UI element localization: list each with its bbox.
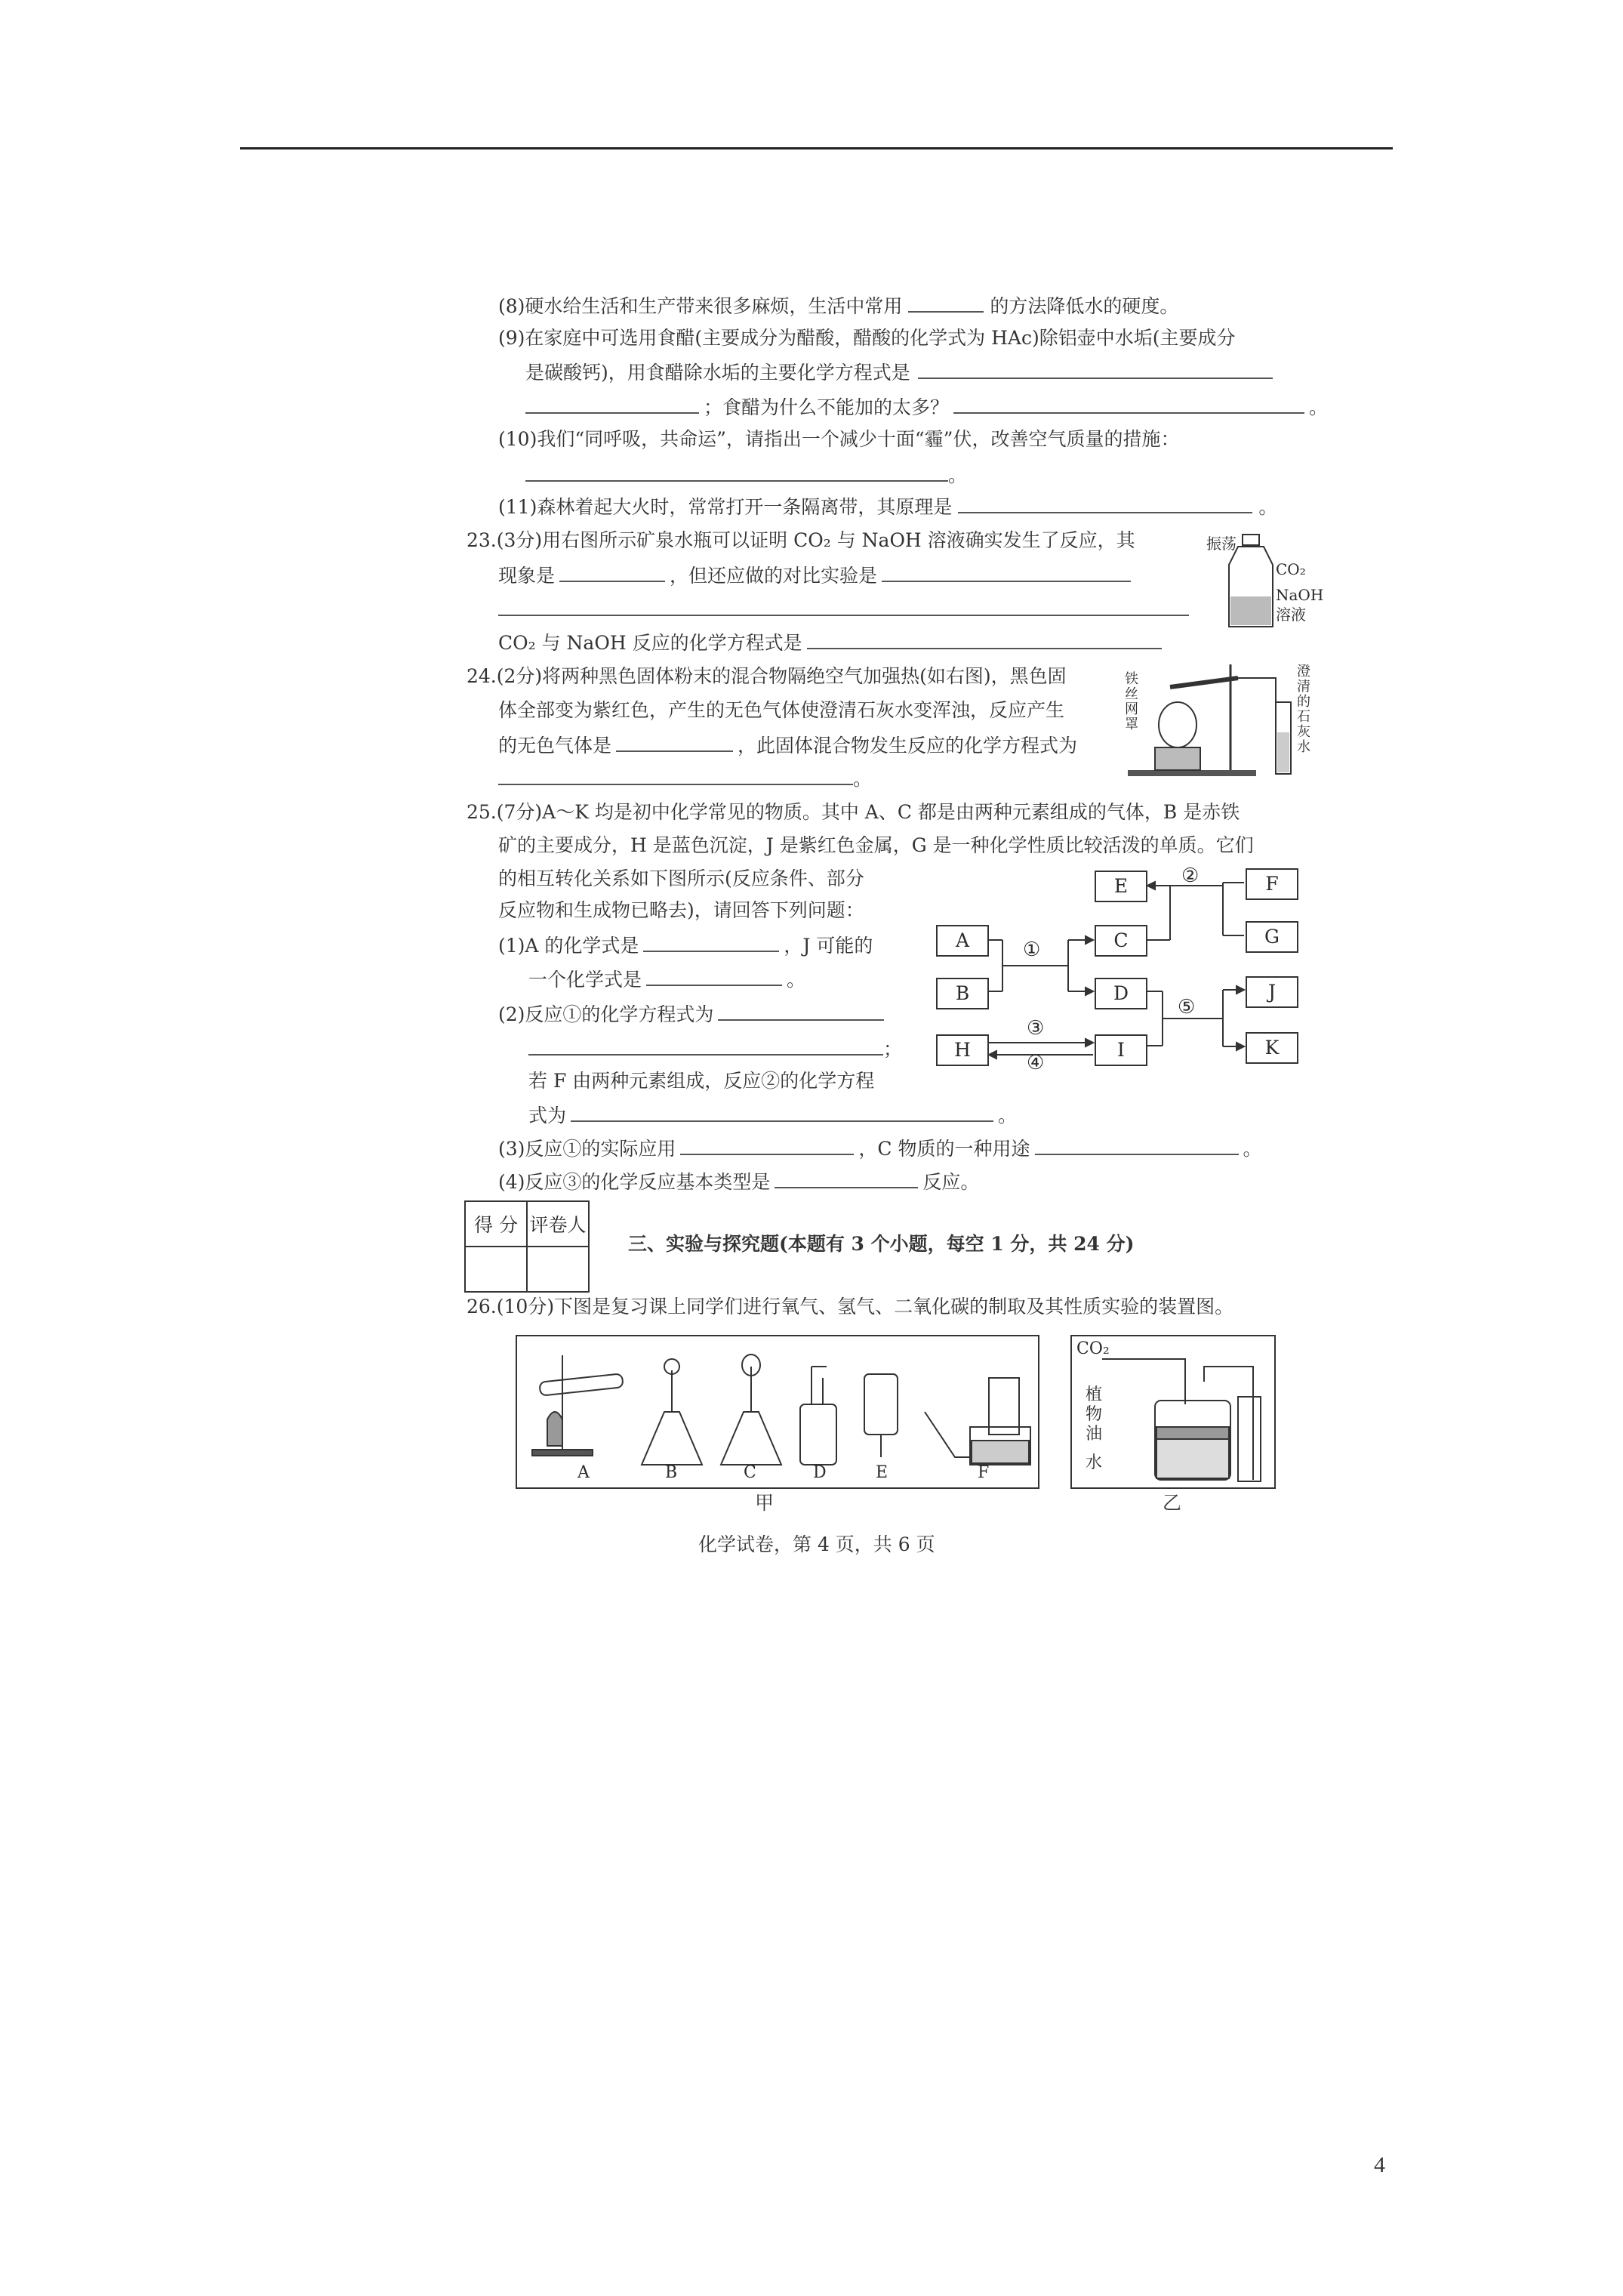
q25-sub2-blank: ； bbox=[528, 1036, 902, 1062]
figure-jia-caption: 甲 bbox=[755, 1492, 775, 1514]
q25-line1: 25.(7分)A～K 均是初中化学常见的物质。其中 A、C 都是由两种元素组成的气体，B 是赤铁 bbox=[467, 801, 1240, 823]
node-f: F bbox=[1246, 868, 1298, 900]
water-label: 水 bbox=[1086, 1453, 1103, 1472]
q25-sub1: (1)A 的化学式是 ，J 可能的 bbox=[498, 932, 873, 958]
marker-5: ⑤ bbox=[1178, 996, 1196, 1019]
q26-figure-yi bbox=[1070, 1335, 1276, 1489]
q22-item9-line1: (9)在家庭中可选用食醋(主要成分为醋酸，醋酸的化学式为 HAc)除铝壶中水垢(主要成分 bbox=[498, 327, 1236, 349]
q24-line4: 。 bbox=[498, 766, 872, 791]
apparatus-d-label: D bbox=[813, 1463, 827, 1482]
q22-item9-line2: 是碳酸钙)，用食醋除水垢的主要化学方程式是 bbox=[525, 359, 1273, 385]
q22-item8: (8)硬水给生活和生产带来很多麻烦，生活中常用 的方法降低水的硬度。 bbox=[498, 293, 1178, 319]
page-footer: 化学试卷，第 4 页，共 6 页 bbox=[698, 1533, 935, 1555]
grader-cell bbox=[527, 1247, 589, 1292]
q25-line3: 的相互转化关系如下图所示(反应条件、部分 bbox=[498, 868, 864, 889]
node-k: K bbox=[1246, 1032, 1298, 1064]
node-d: D bbox=[1095, 978, 1147, 1009]
apparatus-f-label: F bbox=[978, 1463, 990, 1482]
q23-bottle-figure bbox=[1206, 521, 1324, 634]
apparatus-e-label: E bbox=[876, 1463, 888, 1482]
node-e: E bbox=[1095, 871, 1147, 902]
node-a: A bbox=[936, 925, 989, 957]
q25-sub1-second: 一个化学式是 。 bbox=[528, 966, 805, 992]
q23-line2: 现象是 ，但还应做的对比实验是 bbox=[498, 562, 1131, 588]
q24-heating-apparatus-figure bbox=[1125, 657, 1313, 781]
q25-line2: 矿的主要成分，H 是蓝色沉淀，J 是紫红色金属，G 是一种化学性质比较活泼的单质。它们 bbox=[498, 834, 1254, 856]
q23-line4: CO₂ 与 NaOH 反应的化学方程式是 bbox=[498, 630, 1162, 655]
oil-label-3: 油 bbox=[1086, 1425, 1103, 1444]
q24-line2: 体全部变为紫红色，产生的无色气体使澄清石灰水变浑浊，反应产生 bbox=[498, 699, 1065, 721]
marker-1: ① bbox=[1023, 938, 1041, 961]
gauze-label: 铁丝网罩 bbox=[1125, 671, 1138, 732]
q25-flow-chart bbox=[936, 864, 1329, 1074]
q25-sub4: (4)反应③的化学反应基本类型是 反应。 bbox=[498, 1169, 979, 1194]
score-header: 得 分 bbox=[465, 1201, 527, 1247]
marker-3: ③ bbox=[1027, 1017, 1045, 1040]
q25-sub2-f: 若 F 由两种元素组成，反应②的化学方程 bbox=[528, 1070, 875, 1092]
q25-sub2: (2)反应①的化学方程式为 bbox=[498, 1001, 884, 1027]
apparatus-c-label: C bbox=[744, 1463, 756, 1482]
header-rule bbox=[240, 147, 1393, 149]
node-h: H bbox=[936, 1034, 989, 1066]
node-i: I bbox=[1095, 1034, 1147, 1066]
shake-label: 振荡 bbox=[1206, 535, 1236, 553]
q23-line3 bbox=[498, 596, 1189, 622]
q23-line1: 23.(3分)用右图所示矿泉水瓶可以证明 CO₂ 与 NaOH 溶液确实发生了反应，其 bbox=[467, 529, 1135, 551]
limewater-label: 澄清的石灰水 bbox=[1297, 664, 1310, 755]
apparatus-b-label: B bbox=[665, 1463, 678, 1482]
q26-line1: 26.(10分)下图是复习课上同学们进行氧气、氢气、二氧化碳的制取及其性质实验的装置图。 bbox=[467, 1296, 1234, 1318]
q25-sub3: (3)反应①的实际应用 ，C 物质的一种用途 。 bbox=[498, 1136, 1262, 1161]
co2-inlet-label: CO₂ bbox=[1076, 1339, 1110, 1358]
node-g: G bbox=[1246, 921, 1298, 953]
grader-header: 评卷人 bbox=[527, 1201, 589, 1247]
section3-title: 三、实验与探究题(本题有 3 个小题，每空 1 分，共 24 分) bbox=[628, 1233, 1135, 1255]
q24-line3: 的无色气体是 ，此固体混合物发生反应的化学方程式为 bbox=[498, 732, 1077, 758]
q22-item9-line3: ；食醋为什么不能加的太多？ 。 bbox=[525, 394, 1328, 420]
co2-label: CO₂ bbox=[1276, 560, 1306, 578]
naoh-label: NaOH bbox=[1276, 586, 1324, 604]
marker-2: ② bbox=[1181, 864, 1200, 887]
score-table bbox=[464, 1200, 590, 1293]
oil-label-1: 植 bbox=[1086, 1385, 1103, 1404]
score-cell bbox=[465, 1247, 527, 1292]
figure-yi-caption: 乙 bbox=[1163, 1492, 1182, 1514]
q25-line4: 反应物和生成物已略去)，请回答下列问题： bbox=[498, 899, 864, 921]
apparatus-a-label: A bbox=[577, 1463, 590, 1482]
page-number: 4 bbox=[1374, 2153, 1385, 2177]
node-b: B bbox=[936, 978, 989, 1009]
q26-figure-jia bbox=[516, 1335, 1039, 1489]
node-j: J bbox=[1246, 976, 1298, 1008]
q25-sub2-equation: 式为 。 bbox=[528, 1102, 1017, 1128]
q22-item10-line2: 。 bbox=[525, 462, 967, 488]
q22-item10-line1: (10)我们“同呼吸，共命运”，请指出一个减少十面“霾”伏，改善空气质量的措施： bbox=[498, 428, 1180, 450]
q22-item11: (11)森林着起大火时，常常打开一条隔离带，其原理是 。 bbox=[498, 494, 1277, 519]
node-c: C bbox=[1095, 925, 1147, 957]
solution-label: 溶液 bbox=[1276, 606, 1306, 624]
q24-line1: 24.(2分)将两种黑色固体粉末的混合物隔绝空气加强热(如右图)，黑色固 bbox=[467, 665, 1067, 687]
flow-connectors bbox=[936, 864, 1329, 1068]
marker-4: ④ bbox=[1027, 1052, 1045, 1074]
oil-label-2: 物 bbox=[1086, 1405, 1103, 1424]
